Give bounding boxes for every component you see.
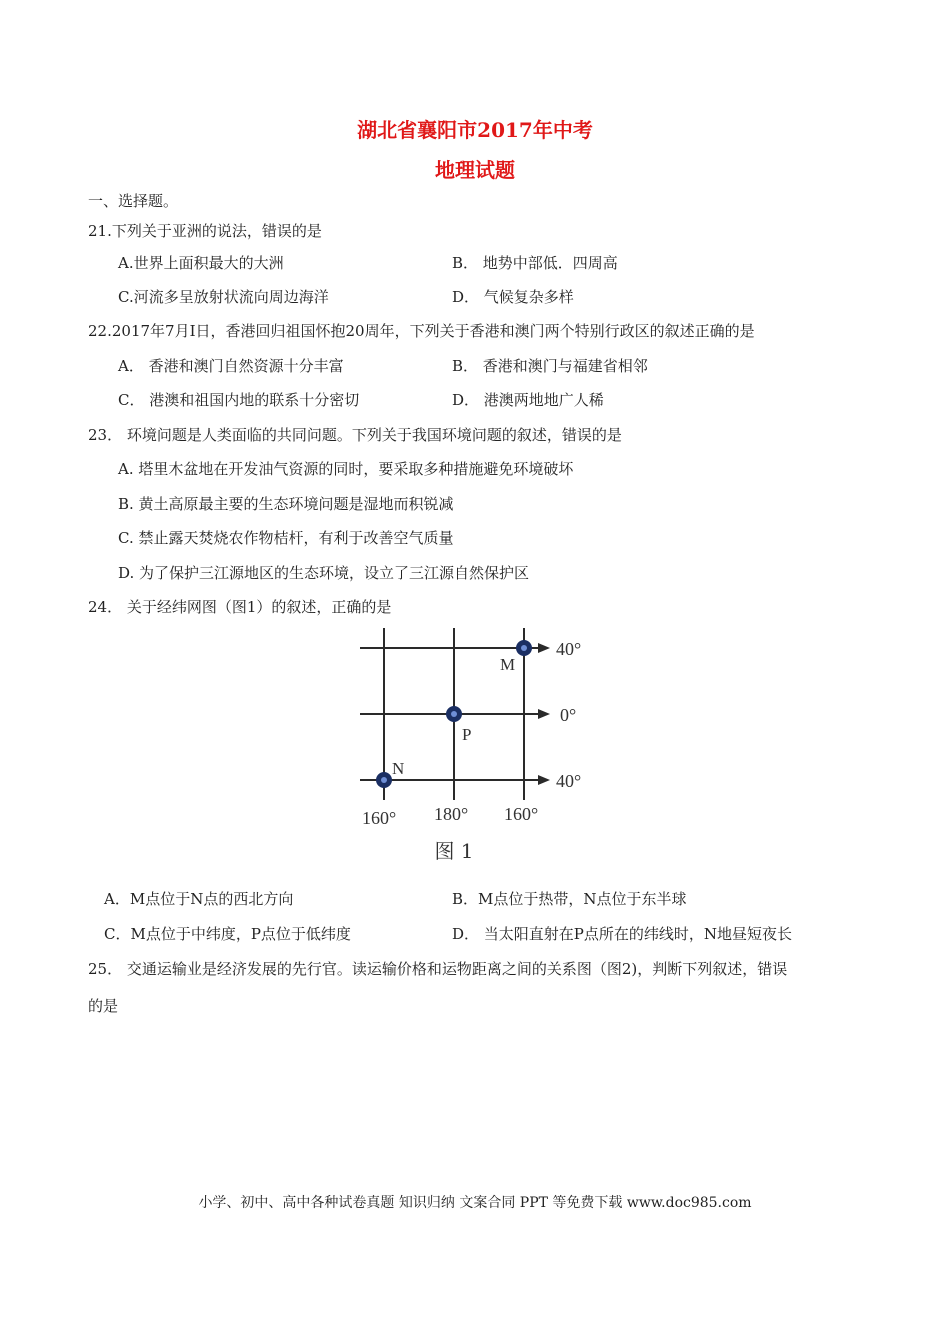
latitude-label: 40°	[556, 639, 582, 659]
latitude-label: 0°	[560, 705, 577, 725]
question-24-option-d: D． 当太阳直射在P点所在的纬线时，N地昼短夜长	[452, 925, 793, 943]
question-23-option-a: A. 塔里木盆地在开发油气资源的同时，要采取多种措施避免环境破坏	[118, 460, 574, 478]
question-21-stem: 21.下列关于亚洲的说法，错误的是	[88, 222, 322, 240]
page-subtitle: 地理试题	[435, 158, 515, 182]
question-21-option-a: A.世界上面积最大的大洲	[118, 254, 284, 272]
question-23-stem: 23． 环境问题是人类面临的共同问题。下列关于我国环境问题的叙述，错误的是	[88, 426, 622, 444]
question-22-option-b: B． 香港和澳门与福建省相邻	[452, 357, 648, 375]
question-24-stem: 24． 关于经纬网图（图1）的叙述，正确的是	[88, 598, 392, 616]
figure-1-lat-lon-grid	[350, 628, 610, 868]
question-22-option-a: A． 香港和澳门自然资源十分丰富	[118, 357, 344, 375]
question-25-stem-line-2: 的是	[88, 997, 119, 1015]
arrow-head-icon	[538, 709, 550, 719]
question-21-option-c: C.河流多呈放射状流向周边海洋	[118, 288, 329, 306]
question-23-option-b: B. 黄土高原最主要的生态环境问题是湿地而积锐减	[118, 495, 454, 513]
arrow-head-icon	[538, 643, 550, 653]
latitude-label: 40°	[556, 771, 582, 791]
question-22-option-c: C． 港澳和祖国内地的联系十分密切	[118, 391, 360, 409]
longitude-label: 180°	[434, 804, 469, 824]
arrow-head-icon	[538, 775, 550, 785]
question-24-option-c: C．M点位于中纬度，P点位于低纬度	[104, 925, 351, 943]
question-22-option-d: D． 港澳两地地广人稀	[452, 391, 604, 409]
longitude-label: 160°	[362, 808, 397, 828]
figure-1-caption: 图 1	[434, 839, 474, 863]
question-23-option-d: D. 为了保护三江源地区的生态环境，设立了三江源自然保护区	[118, 564, 530, 582]
question-24-option-a: A．M点位于N点的西北方向	[104, 890, 294, 908]
question-21-option-d: D． 气候复杂多样	[452, 288, 574, 306]
page-title: 湖北省襄阳市2017年中考	[357, 118, 593, 142]
section-heading: 一、选择题。	[88, 192, 179, 210]
question-23-option-c: C. 禁止露天焚烧农作物桔杆，有利于改善空气质量	[118, 529, 454, 547]
longitude-label: 160°	[504, 804, 539, 824]
page-footer: 小学、初中、高中各种试卷真题 知识归纳 文案合同 PPT 等免费下载 www.doc985.com	[198, 1195, 752, 1211]
point-n-label: N	[392, 759, 405, 778]
question-21-option-b: B． 地势中部低．四周高	[452, 254, 618, 272]
question-25-stem-line-1: 25． 交通运输业是经济发展的先行官。读运输价格和运物距离之间的关系图（图2)，判断下列叙述，错误	[88, 960, 788, 978]
question-24-option-b: B．M点位于热带，N点位于东半球	[452, 890, 687, 908]
question-22-stem: 22.2017年7月Ⅰ日，香港回归祖国怀抱20周年，下列关于香港和澳门两个特别行政区的叙述正确的是	[88, 322, 755, 340]
point-p-label: P	[462, 725, 472, 744]
point-m-label: M	[500, 655, 516, 674]
